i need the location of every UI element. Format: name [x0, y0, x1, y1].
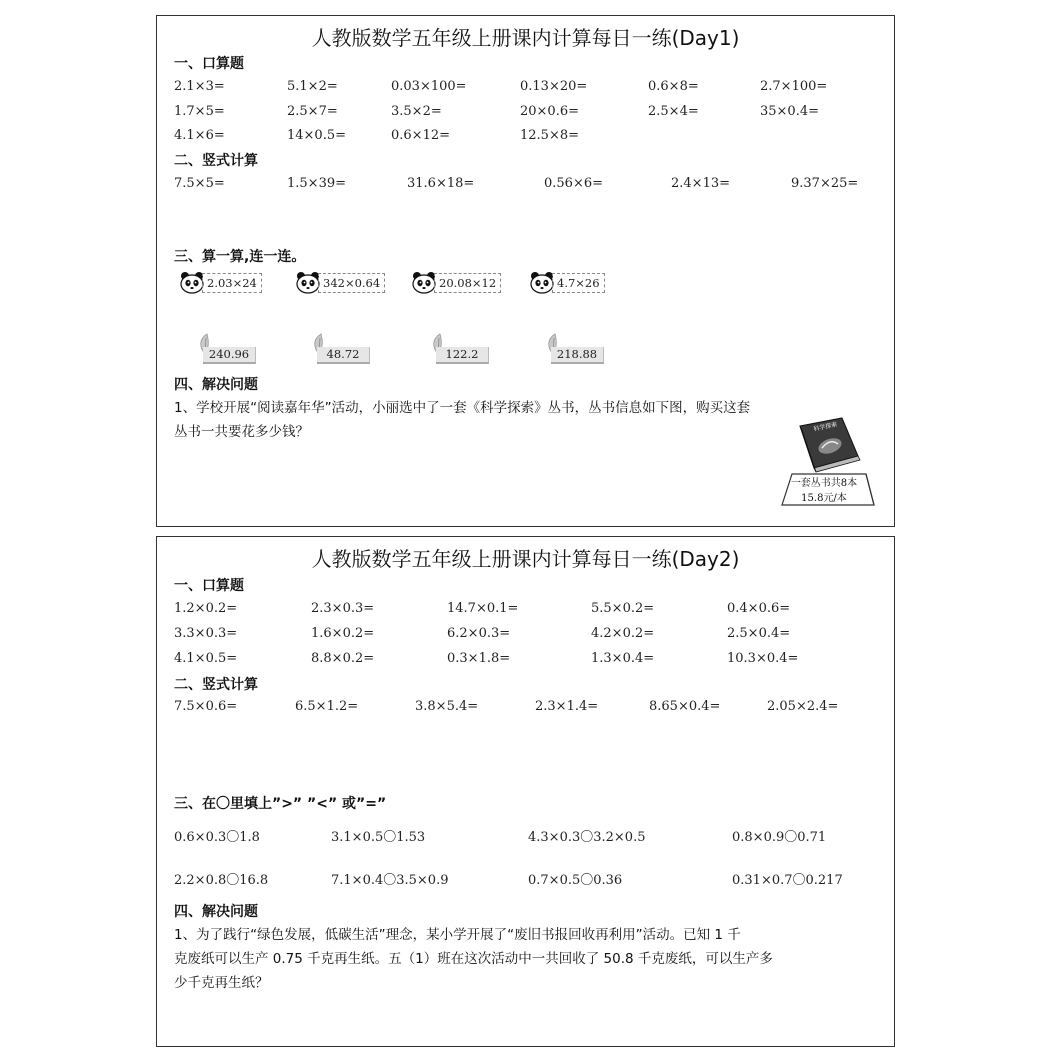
book-icon: [792, 416, 862, 474]
compare-item: 0.8×0.9〇0.71: [732, 830, 827, 845]
oral-item: 2.5×4=: [648, 104, 699, 119]
oral-item: 2.5×0.4=: [727, 626, 791, 641]
oral-item: 0.4×0.6=: [727, 601, 791, 616]
oral-item: 0.13×20=: [520, 79, 588, 94]
vertical-item: 2.05×2.4=: [767, 699, 839, 714]
problem-line: 克废纸可以生产 0.75 千克再生纸。五（1）班在这次活动中一共回收了 50.8 千克废纸，可以生产多: [174, 951, 773, 967]
expression-text: 20.08×12: [434, 273, 501, 293]
problem-text: [174, 923, 880, 995]
compare-item: 0.7×0.5〇0.36: [528, 873, 623, 888]
oral-item: 3.5×2=: [391, 104, 442, 119]
section-heading-oral: 一、口算题: [174, 56, 244, 72]
page-title: 人教版数学五年级上册课内计算每日一练(Day2): [311, 547, 740, 571]
problem-line: 少千克再生纸？: [174, 975, 269, 991]
compare-item: 4.3×0.3〇3.2×0.5: [528, 830, 646, 845]
oral-item: 35×0.4=: [760, 104, 820, 119]
vertical-item: 3.8×5.4=: [415, 699, 479, 714]
vertical-item: 7.5×5=: [174, 176, 225, 191]
oral-item: 2.7×100=: [760, 79, 828, 94]
section-heading-vertical: 二、竖式计算: [174, 677, 258, 693]
book-price-label: 15.8元/本: [801, 493, 847, 504]
problem-line: 1、学校开展“阅读嘉年华”活动，小丽选中了一套《科学探索》丛书，丛书信息如下图，购买这套: [174, 400, 751, 416]
oral-item: 3.3×0.3=: [174, 626, 238, 641]
oral-item: 1.7×5=: [174, 104, 225, 119]
oral-item: 2.1×3=: [174, 79, 225, 94]
oral-item: 5.5×0.2=: [591, 601, 655, 616]
oral-item: 0.03×100=: [391, 79, 467, 94]
section-heading-match: 三、算一算,连一连。: [174, 249, 306, 265]
answer-card: [424, 333, 490, 363]
oral-item: 6.2×0.3=: [447, 626, 511, 641]
compare-item: 7.1×0.4〇3.5×0.9: [331, 873, 449, 888]
answer-text: 48.72: [317, 347, 370, 364]
oral-item: 2.3×0.3=: [311, 601, 375, 616]
answer-text: 218.88: [551, 347, 604, 364]
oral-item: 2.5×7=: [287, 104, 338, 119]
section-heading-problem: 四、解决问题: [174, 904, 258, 920]
oral-item: 14×0.5=: [287, 128, 347, 143]
section-heading-vertical: 二、竖式计算: [174, 153, 258, 169]
oral-item: 1.6×0.2=: [311, 626, 375, 641]
vertical-item: 7.5×0.6=: [174, 699, 238, 714]
oral-item: 12.5×8=: [520, 128, 580, 143]
compare-item: 3.1×0.5〇1.53: [331, 830, 426, 845]
vertical-item: 6.5×1.2=: [295, 699, 359, 714]
answer-card: [191, 333, 257, 363]
book-count-label: 一套丛书共8本: [790, 478, 858, 489]
section-heading-compare: 三、在〇里填上”>” ”<” 或”=”: [174, 796, 387, 812]
answer-card: [305, 333, 371, 363]
problem-line: 1、为了践行“绿色发展，低碳生活”理念，某小学开展了“废旧书报回收再利用”活动。已知 1 千: [174, 927, 741, 943]
vertical-item: 8.65×0.4=: [649, 699, 721, 714]
expression-text: 342×0.64: [318, 273, 385, 293]
compare-item: 0.31×0.7〇0.217: [732, 873, 843, 888]
oral-item: 1.2×0.2=: [174, 601, 238, 616]
vertical-item: 2.4×13=: [671, 176, 731, 191]
oral-item: 10.3×0.4=: [727, 651, 799, 666]
compare-item: 0.6×0.3〇1.8: [174, 830, 260, 845]
section-heading-problem: 四、解决问题: [174, 377, 258, 393]
oral-item: 1.3×0.4=: [591, 651, 655, 666]
oral-item: 4.2×0.2=: [591, 626, 655, 641]
oral-item: 0.3×1.8=: [447, 651, 511, 666]
compare-item: 2.2×0.8〇16.8: [174, 873, 269, 888]
oral-item: 0.6×12=: [391, 128, 451, 143]
oral-item: 4.1×6=: [174, 128, 225, 143]
section-heading-oral: 一、口算题: [174, 578, 244, 594]
answer-text: 240.96: [203, 347, 256, 364]
vertical-item: 31.6×18=: [407, 176, 475, 191]
vertical-item: 2.3×1.4=: [535, 699, 599, 714]
vertical-item: 9.37×25=: [791, 176, 859, 191]
worksheet-day1: [156, 15, 895, 527]
oral-item: 8.8×0.2=: [311, 651, 375, 666]
expression-text: 4.7×26: [552, 273, 605, 293]
oral-item: 14.7×0.1=: [447, 601, 519, 616]
vertical-item: 1.5×39=: [287, 176, 347, 191]
page-title: 人教版数学五年级上册课内计算每日一练(Day1): [311, 26, 740, 50]
book-cover-title: 科学探索: [812, 421, 838, 433]
answer-text: 122.2: [436, 347, 489, 364]
oral-item: 4.1×0.5=: [174, 651, 238, 666]
oral-item: 5.1×2=: [287, 79, 338, 94]
expression-text: 2.03×24: [202, 273, 262, 293]
oral-item: 20×0.6=: [520, 104, 580, 119]
worksheet-day2: [156, 536, 895, 1047]
oral-item: 0.6×8=: [648, 79, 699, 94]
vertical-item: 0.56×6=: [544, 176, 604, 191]
problem-line: 丛书一共要花多少钱？: [174, 424, 309, 440]
answer-card: [539, 333, 605, 363]
book-illustration: [772, 416, 876, 506]
